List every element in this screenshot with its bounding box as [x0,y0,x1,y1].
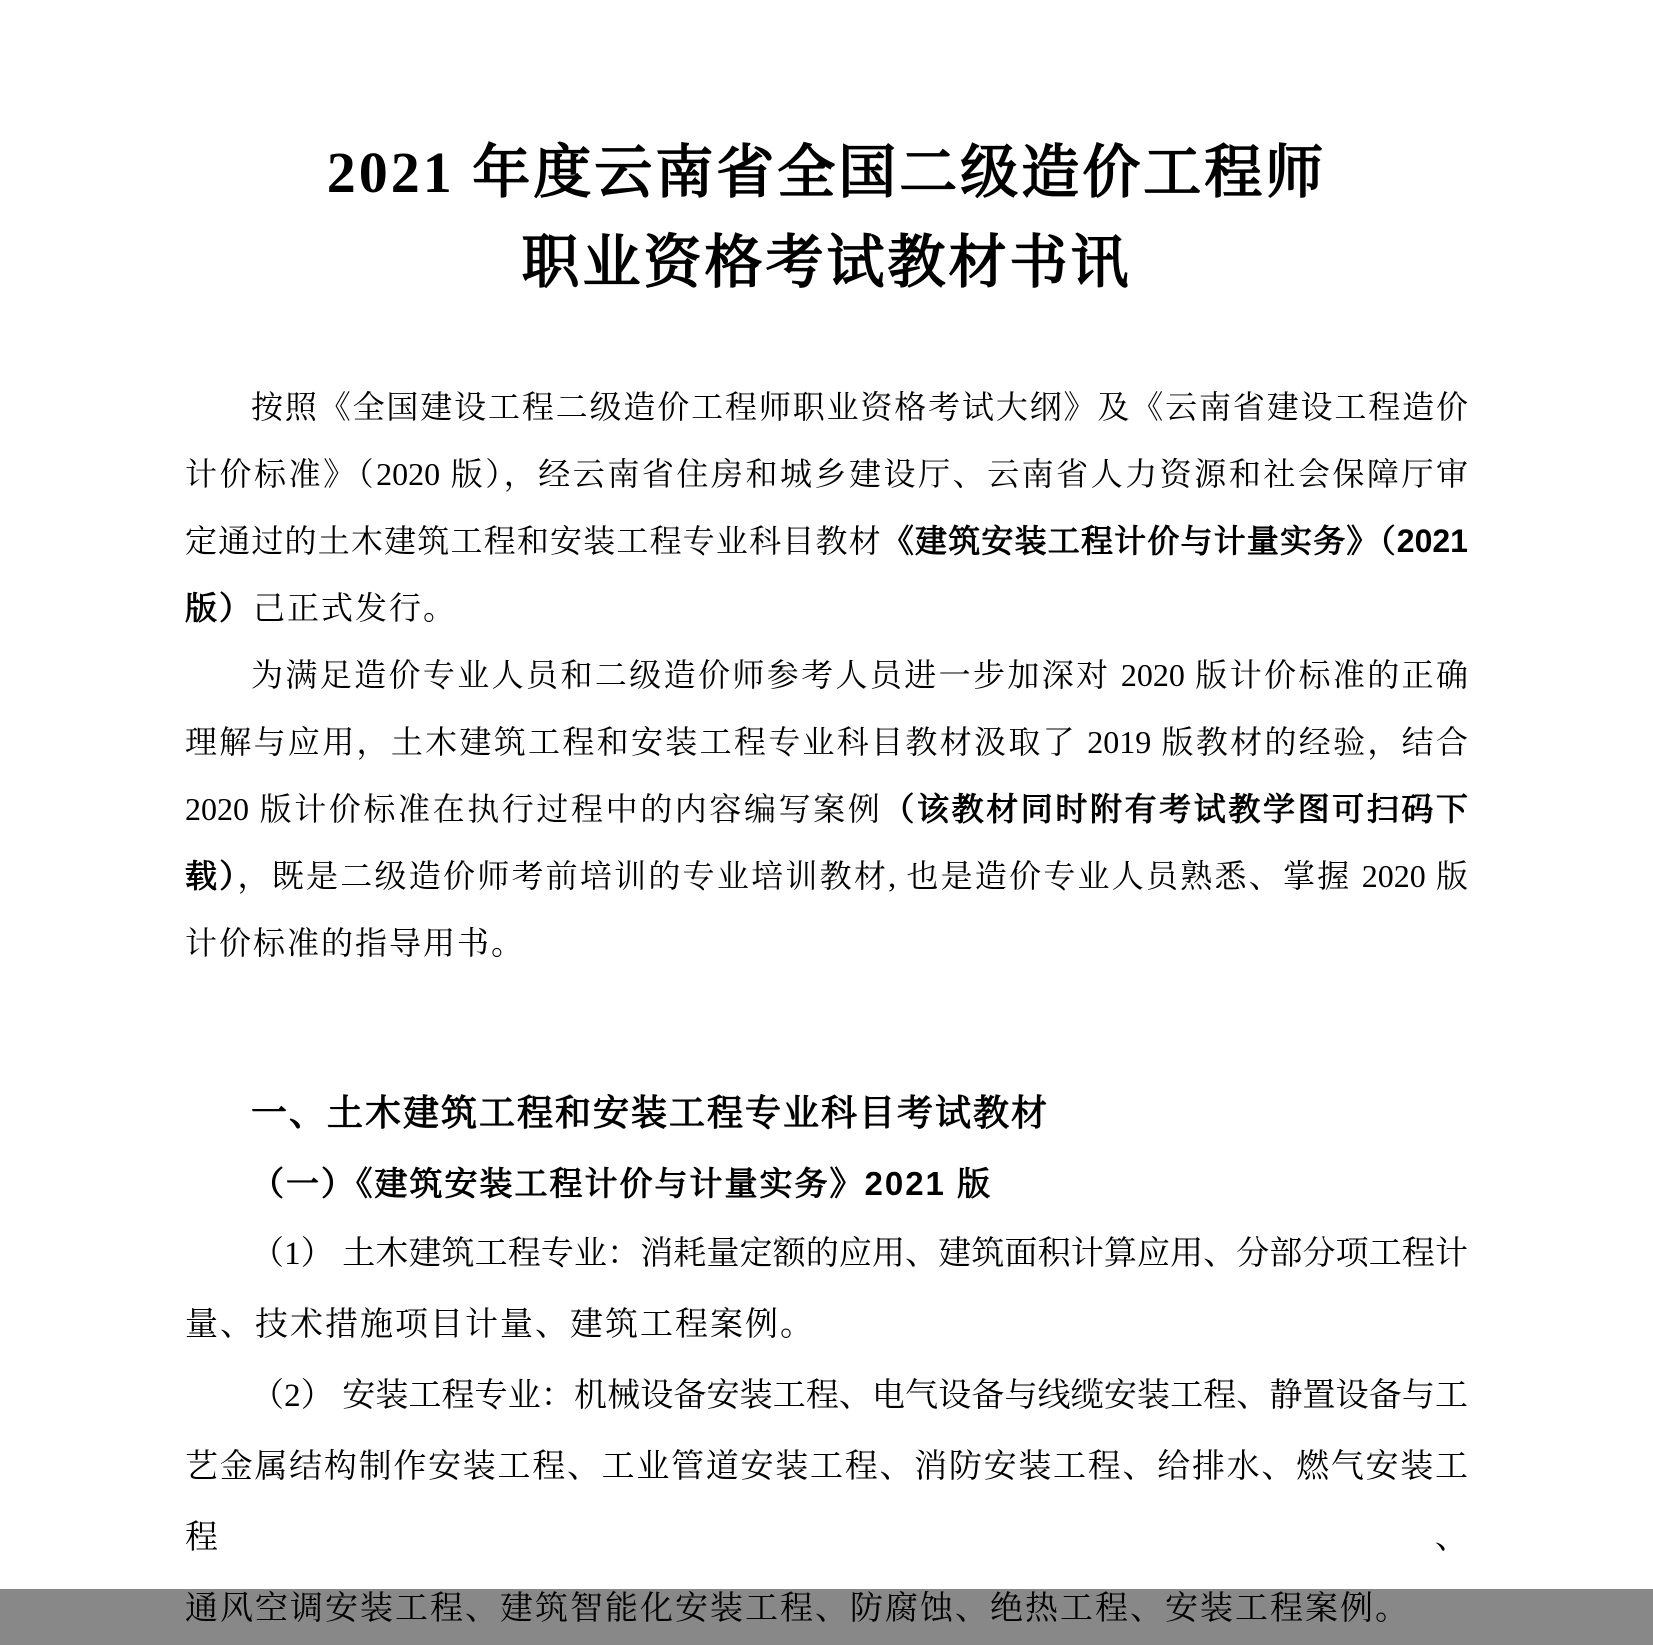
document-body [185,374,1468,977]
paragraph-2-line-3 [185,776,1468,843]
item-2-line-1: （2） 安装工程专业：机械设备安装工程、电气设备与线缆安装工程、静置设备与工 [251,1378,1468,1414]
paragraph-2-line-4-regular: ，既是二级造价师考前培训的专业培训教材, 也是造价专业人员熟悉、掌握 2020 版 [237,858,1468,894]
paragraph-1-line-3-bold-booktitle: 《建筑安装工程计价与计量实务》（2021 [881,523,1468,559]
title-line-1: 2021 年度云南省全国二级造价工程师 [326,140,1327,205]
paragraph-1-line-3 [185,508,1468,575]
paragraph-2-line-4 [185,843,1468,910]
paragraph-2-line-3-regular: 2020 版计价标准在执行过程中的内容编写案例 [185,791,883,827]
item-2-line-2: 艺金属结构制作安装工程、工业管道安装工程、消防安装工程、给排水、燃气安装工程、 [185,1449,1468,1556]
paragraph-1-line-4-regular: 己正式发行。 [253,590,458,626]
paragraph-2-line-1: 为满足造价专业人员和二级造价师参考人员进一步加深对 2020 版计价标准的正确 [251,657,1468,693]
section-1-subheading: （一）《建筑安装工程计价与计量实务》2021 版 [251,1165,993,1202]
item-2-line-3: 通风空调安装工程、建筑智能化安装工程、防腐蚀、绝热工程、安装工程案例。 [185,1591,1410,1627]
paragraph-2-line-3-bold-note: （该教材同时附有考试教学图可扫码下 [882,791,1468,827]
paragraph-2-line-4-bold: 载） [185,858,238,894]
paragraph-1-line-4-bold: 版） [185,590,254,626]
paragraph-1-line-1: 按照《全国建设工程二级造价工程师职业资格考试大纲》及《云南省建设工程造价 [251,389,1468,425]
document-title [185,128,1468,308]
paragraph-2-line-2: 理解与应用，土木建筑工程和安装工程专业科目教材汲取了 2019 版教材的经验，结合 [185,724,1468,760]
item-1-line-1: （1） 土木建筑工程专业：消耗量定额的应用、建筑面积计算应用、分部分项工程计 [251,1236,1468,1272]
paragraph-1-line-3-regular: 定通过的土木建筑工程和安装工程专业科目教材 [185,523,882,559]
section-1-heading: 一、土木建筑工程和安装工程专业科目考试教材 [251,1092,1050,1133]
paragraph-2-line-5: 计价标准的指导用书。 [185,925,526,961]
paragraph-1-line-4 [185,575,1468,642]
paragraph-1-line-2: 计价标准》（2020 版），经云南省住房和城乡建设厅、云南省人力资源和社会保障厅审 [185,456,1468,492]
title-line-2: 职业资格考试教材书讯 [521,230,1132,295]
section-1 [185,1077,1468,1645]
item-1-line-2: 量、技术措施项目计量、建筑工程案例。 [185,1307,815,1343]
